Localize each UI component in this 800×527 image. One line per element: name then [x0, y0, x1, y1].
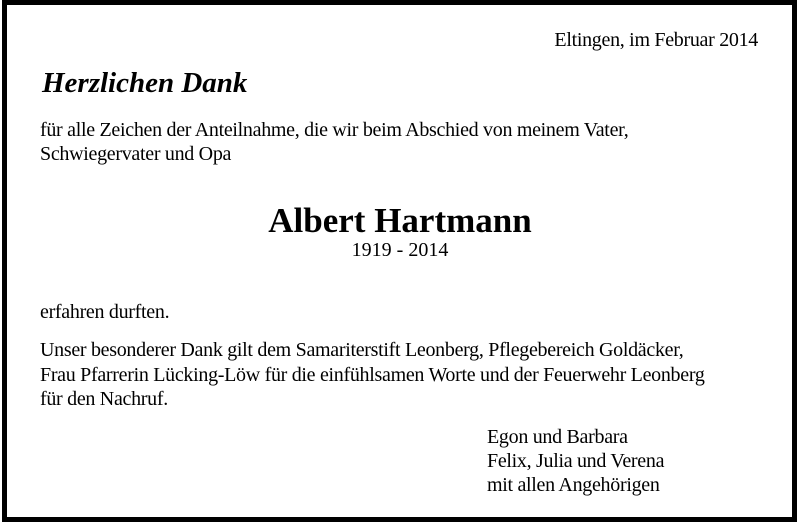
outro-text: erfahren durften.	[40, 301, 170, 323]
life-dates: 1919 - 2014	[351, 239, 449, 261]
signature-block	[487, 425, 664, 497]
intro-line: für alle Zeichen der Anteilnahme, die wir beim Abschied von meinem Vater,	[40, 119, 629, 141]
salutation-heading: Herzlichen Dank	[42, 67, 248, 99]
signature-line: Egon und Barbara	[487, 426, 628, 448]
intro-text	[40, 118, 628, 166]
thanks-text	[40, 338, 705, 412]
signature-line: Felix, Julia und Verena	[487, 450, 665, 472]
thanks-line: Frau Pfarrerin Lücking-Löw für die einfühlsamen Worte und der Feuerwehr Leonberg	[40, 363, 705, 386]
intro-line: Schwiegervater und Opa	[40, 143, 232, 165]
thanks-line: Unser besonderer Dank gilt dem Samariterstift Leonberg, Pflegebereich Goldäcker,	[40, 339, 684, 361]
thanks-line: für den Nachruf.	[40, 388, 168, 410]
dateline: Eltingen, im Februar 2014	[554, 29, 758, 51]
deceased-name: Albert Hartmann	[268, 201, 532, 240]
signature-line: mit allen Angehörigen	[487, 474, 660, 496]
